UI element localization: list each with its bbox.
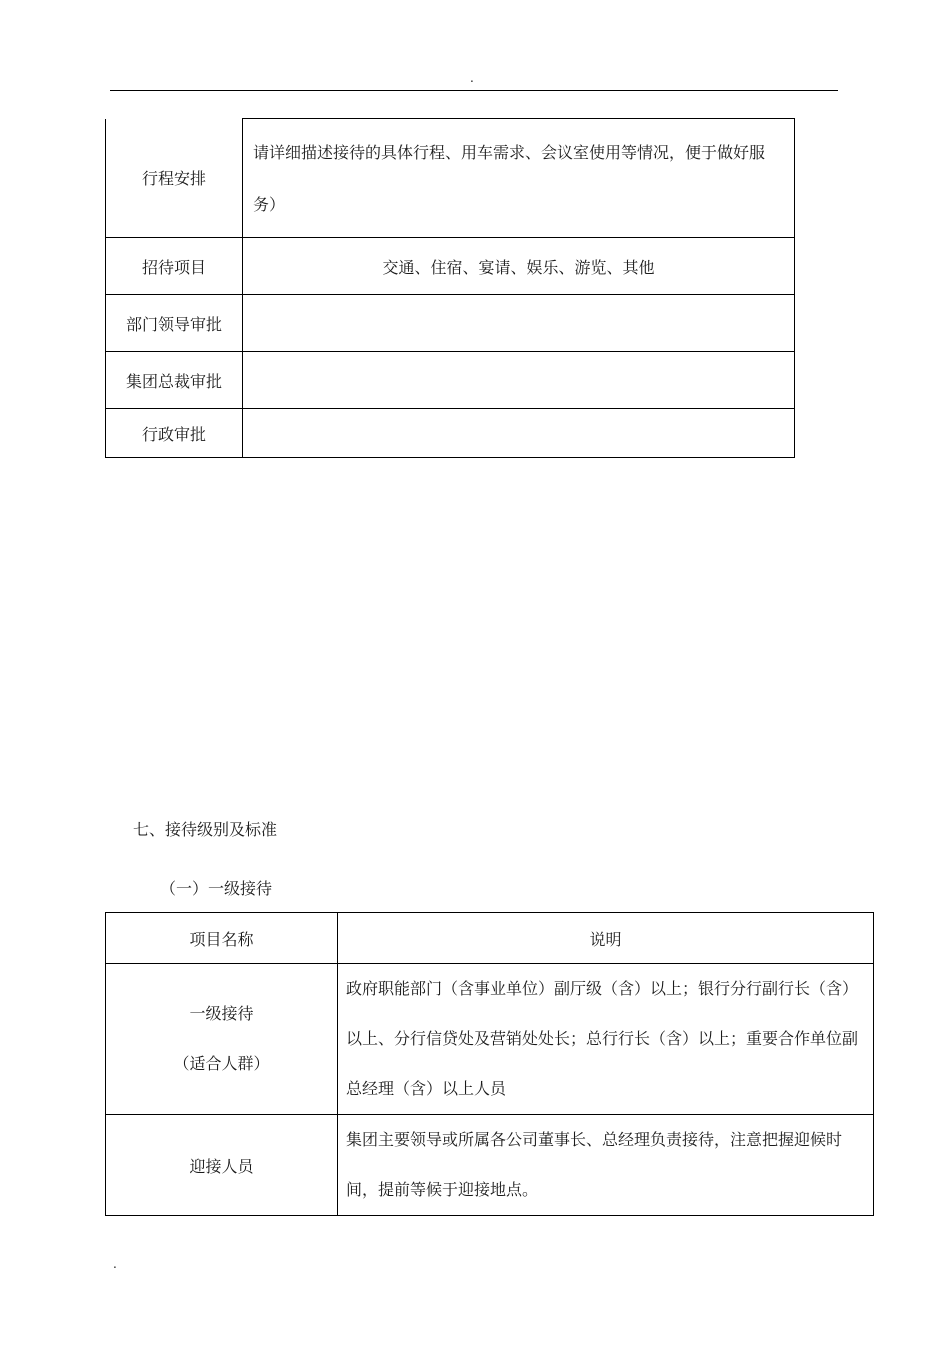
column-header-description: 说明 <box>338 913 874 964</box>
table-row <box>106 295 795 352</box>
table-row <box>106 1115 874 1216</box>
reception-application-table <box>105 118 795 458</box>
greeting-staff-description: 集团主要领导或所属各公司董事长、总经理负责接待，注意把握迎候时间，提前等候于迎接地点。 <box>346 1130 843 1199</box>
row-label-president-approval: 集团总裁审批 <box>106 352 243 409</box>
row-content-greeting-staff <box>338 1115 874 1216</box>
column-header-item-name: 项目名称 <box>106 913 338 964</box>
reception-level-table <box>105 912 874 1216</box>
table-header-row <box>106 913 874 964</box>
row-content-level-one <box>338 964 874 1115</box>
row-label-greeting-staff: 迎接人员 <box>106 1115 338 1216</box>
table-row <box>106 119 795 238</box>
row-content-itinerary <box>243 119 795 238</box>
table-row <box>106 964 874 1115</box>
header-mark: . <box>470 71 474 85</box>
level-one-sublabel: （适合人群） <box>173 1054 270 1073</box>
row-content-president-approval <box>243 352 795 409</box>
row-label-level-one <box>106 964 338 1115</box>
level-one-description: 政府职能部门（含事业单位）副厅级（含）以上；银行分行副行长（含）以上、分行信贷处及营销处处长；总行行长（含）以上；重要合作单位副总经理（含）以上人员 <box>346 979 859 1098</box>
table-row <box>106 352 795 409</box>
table-row <box>106 238 795 295</box>
row-content-admin-approval <box>243 409 795 458</box>
row-label-hospitality-items: 招待项目 <box>106 238 243 295</box>
subsection-title: （一）一级接待 <box>160 879 273 898</box>
header-rule <box>110 90 838 91</box>
row-label-dept-approval: 部门领导审批 <box>106 295 243 352</box>
row-content-dept-approval <box>243 295 795 352</box>
row-content-hospitality-items: 交通、住宿、宴请、娱乐、游览、其他 <box>243 238 795 295</box>
itinerary-text: 请详细描述接待的具体行程、用车需求、会议室使用等情况，便于做好服务） <box>253 143 766 214</box>
row-label-admin-approval: 行政审批 <box>106 409 243 458</box>
row-label-itinerary: 行程安排 <box>106 119 243 238</box>
level-one-label: 一级接待 <box>189 1004 254 1023</box>
table-row <box>106 409 795 458</box>
footer-mark: . <box>113 1257 117 1271</box>
section-title: 七、接待级别及标准 <box>133 820 278 839</box>
